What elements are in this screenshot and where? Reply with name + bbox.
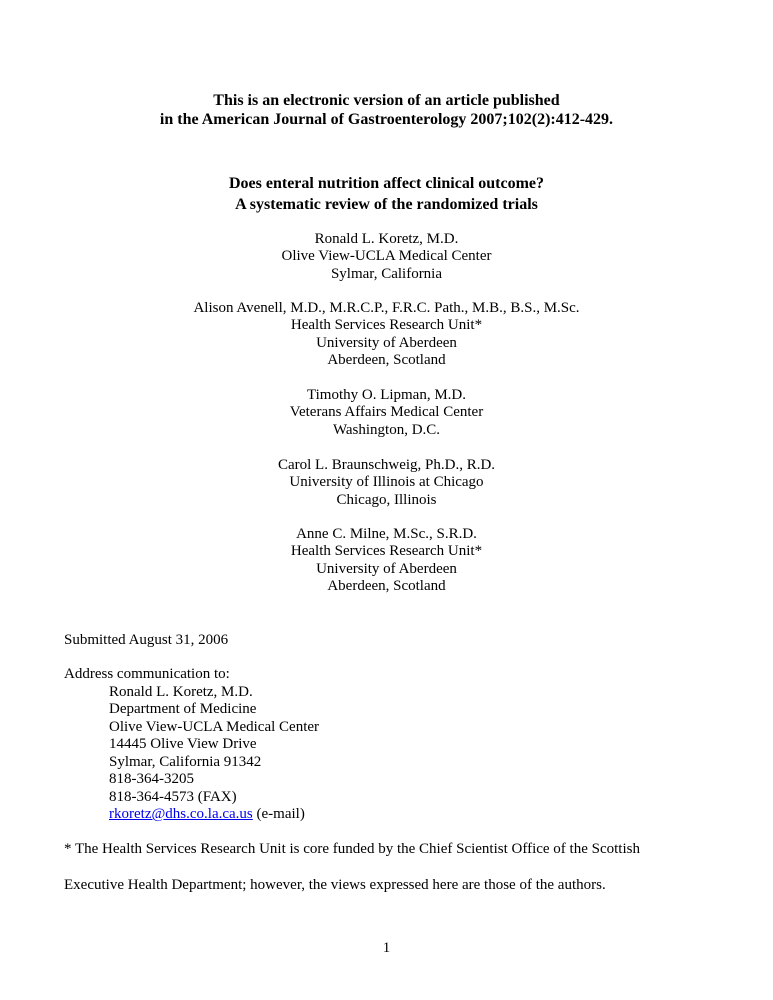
author-block-avenell — [0, 300, 773, 370]
phone-number: 818-364-3205 — [109, 771, 194, 787]
author-affiliation: Olive View-UCLA Medical Center — [281, 248, 492, 265]
author-affiliation: University of Aberdeen — [316, 334, 457, 351]
author-name: Timothy O. Lipman, M.D. — [306, 387, 467, 403]
footnote-line: * The Health Services Research Unit is core funded by the Chief Scientist Office of the Scottish — [64, 841, 640, 857]
article-title — [0, 173, 773, 215]
article-title-line: A systematic review of the randomized trials — [235, 196, 538, 213]
address-line: 14445 Olive View Drive — [109, 736, 257, 752]
submitted-date: Submitted August 31, 2006 — [64, 632, 229, 648]
address-line: Ronald L. Koretz, M.D. — [109, 683, 253, 700]
author-location: Chicago, Illinois — [336, 491, 437, 508]
email-line — [64, 806, 319, 824]
author-block-lipman — [0, 387, 773, 439]
address-line: Olive View-UCLA Medical Center — [109, 718, 320, 735]
author-block-braunschweig — [0, 457, 773, 509]
author-name: Ronald L. Koretz, M.D. — [314, 231, 459, 247]
publication-notice-line: in the American Journal of Gastroenterology 2007;102(2):412-429. — [159, 111, 614, 128]
correspondence-address — [64, 666, 319, 824]
email-suffix: (e-mail) — [252, 806, 305, 822]
address-heading: Address communication to: — [64, 666, 230, 682]
author-block-milne — [0, 526, 773, 596]
address-line: Sylmar, California 91342 — [109, 753, 262, 770]
footnote-line: Executive Health Department; however, the views expressed here are those of the authors. — [64, 877, 606, 893]
author-affiliation: University of Illinois at Chicago — [289, 474, 484, 491]
author-name: Anne C. Milne, M.Sc., S.R.D. — [296, 526, 477, 542]
author-affiliation: Health Services Research Unit* — [290, 543, 483, 560]
author-location: Aberdeen, Scotland — [327, 352, 446, 369]
publication-notice-line: This is an electronic version of an article published — [213, 92, 560, 109]
author-affiliation: Veterans Affairs Medical Center — [289, 404, 484, 421]
publication-notice — [0, 91, 773, 129]
author-block-koretz — [0, 231, 773, 283]
address-line: Department of Medicine — [109, 701, 257, 717]
email-link[interactable]: rkoretz@dhs.co.la.ca.us — [109, 806, 253, 822]
author-affiliation: University of Aberdeen — [316, 560, 457, 577]
article-title-line: Does enteral nutrition affect clinical outcome? — [228, 175, 545, 192]
author-location: Aberdeen, Scotland — [327, 578, 446, 595]
page-number: 1 — [382, 940, 391, 956]
author-location: Sylmar, California — [330, 265, 443, 282]
author-affiliation: Health Services Research Unit* — [290, 317, 483, 334]
author-location: Washington, D.C. — [332, 421, 441, 438]
fax-number: 818-364-4573 (FAX) — [109, 788, 237, 805]
author-name: Alison Avenell, M.D., M.R.C.P., F.R.C. Path., M.B., B.S., M.Sc. — [193, 300, 580, 316]
author-name: Carol L. Braunschweig, Ph.D., R.D. — [277, 457, 496, 473]
